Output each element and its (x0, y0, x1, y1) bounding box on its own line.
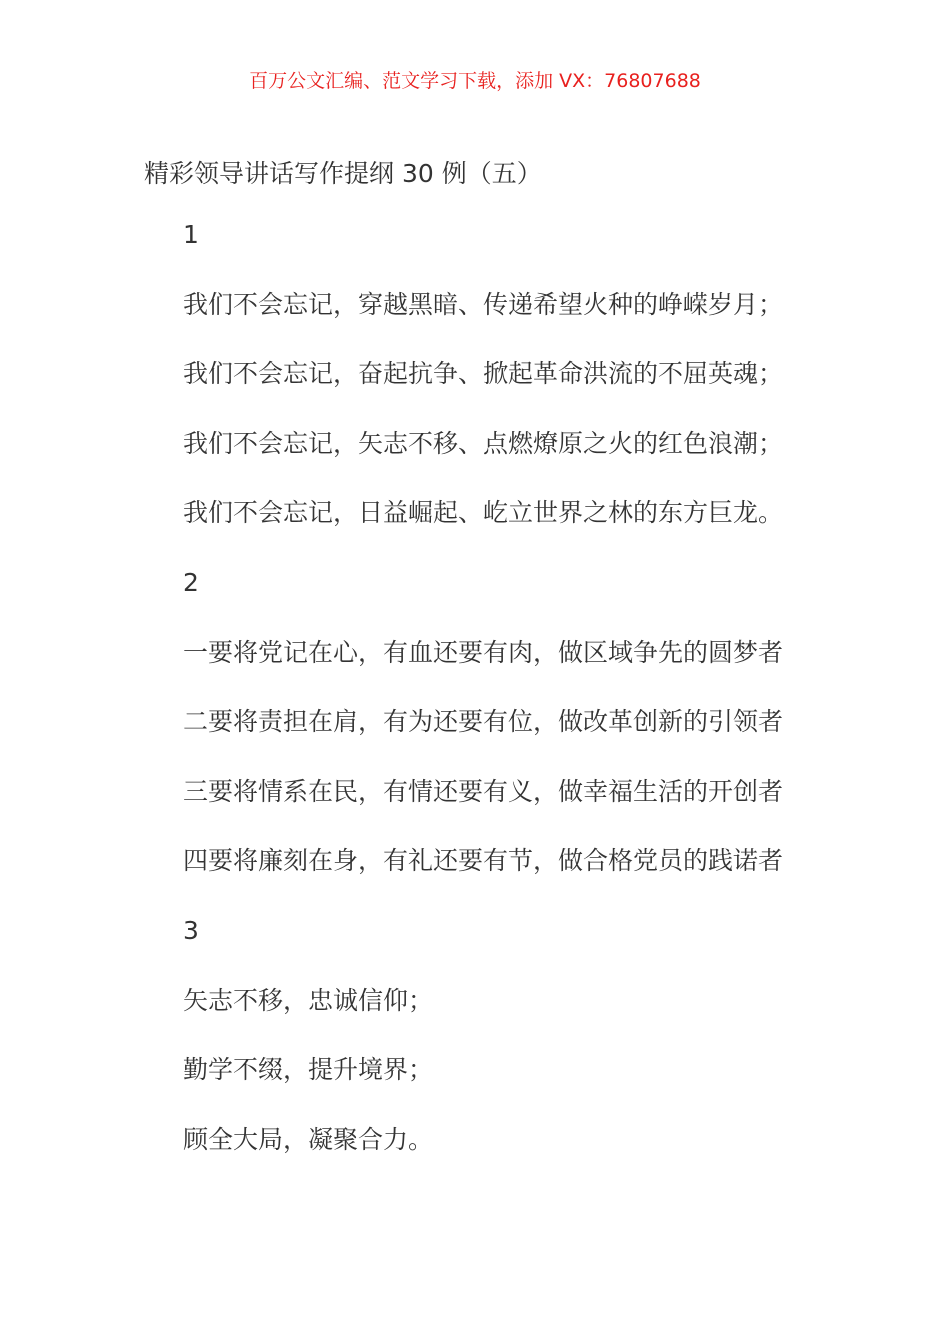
section-number: 2 (183, 567, 199, 597)
paragraph-line: 勤学不缀，提升境界； (183, 1055, 434, 1085)
paragraph-line: 我们不会忘记，穿越黑暗、传递希望火种的峥嵘岁月； (183, 289, 784, 319)
paragraph-line: 我们不会忘记，日益崛起、屹立世界之林的东方巨龙。 (183, 498, 784, 528)
paragraph-line: 顾全大局，凝聚合力。 (183, 1124, 434, 1154)
paragraph-line: 我们不会忘记，奋起抗争、掀起革命洪流的不屈英魂； (183, 359, 784, 389)
paragraph-line: 二要将责担在肩，有为还要有位，做改革创新的引领者 (183, 707, 784, 737)
paragraph-line: 我们不会忘记，矢志不移、点燃燎原之火的红色浪潮； (183, 428, 784, 458)
paragraph-line: 三要将情系在民，有情还要有义，做幸福生活的开创者 (183, 776, 784, 806)
paragraph-line: 四要将廉刻在身，有礼还要有节，做合格党员的践诺者 (183, 846, 784, 876)
section-number: 3 (183, 915, 199, 945)
watermark-header: 百万公文汇编、范文学习下载，添加 VX：76807688 (249, 70, 701, 92)
document-title: 精彩领导讲话写作提纲 30 例（五） (144, 159, 542, 188)
section-number: 1 (183, 220, 199, 249)
paragraph-line: 矢志不移，忠诚信仰； (183, 985, 434, 1015)
document-body (183, 217, 823, 1191)
paragraph-line: 一要将党记在心，有血还要有肉，做区域争先的圆梦者 (183, 637, 784, 667)
